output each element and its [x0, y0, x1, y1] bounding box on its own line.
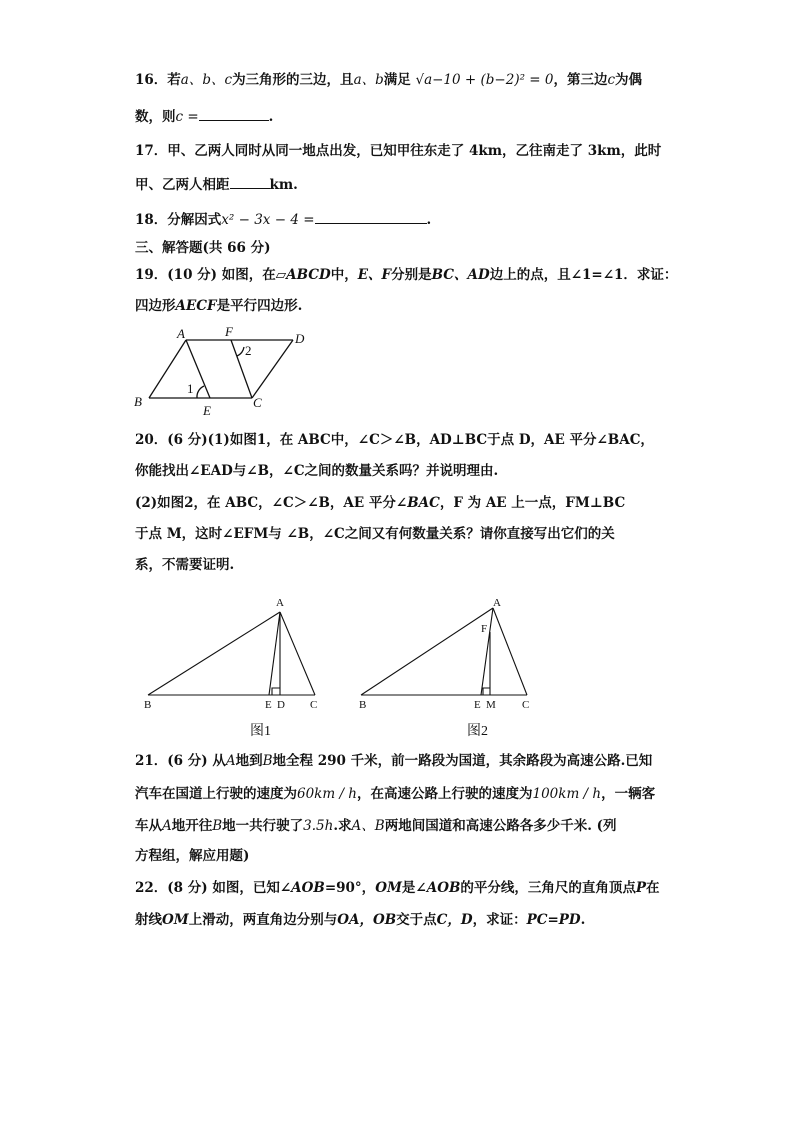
segment-ba [148, 612, 280, 695]
figure-1-caption: 图1 [250, 724, 271, 739]
q19-parallelogram-figure [125, 322, 325, 418]
q22-text: 的平分线，三角尺的直角顶点 [460, 880, 636, 896]
q19-var: ABCD [286, 267, 331, 283]
q22-line1 [135, 878, 675, 898]
q20-text: (2)如图2，在 ABC，∠C＞∠B，AE 平分 [135, 495, 396, 511]
q19-var: AECF [175, 298, 217, 314]
label-b: B [144, 699, 152, 711]
q22-text: ，求证： [472, 912, 527, 928]
label-e: E [203, 403, 211, 418]
label-e: E [265, 699, 272, 711]
q21-line4 [135, 846, 675, 866]
section-heading [135, 238, 675, 258]
q22-text: . [580, 912, 586, 928]
label-e: E [474, 699, 481, 711]
right-angle-mark [483, 688, 490, 695]
label-d: D [295, 331, 305, 346]
q21-var: A [225, 753, 236, 769]
q16-line2 [135, 106, 675, 127]
label-f: F [225, 324, 233, 339]
q17-line2 [135, 174, 675, 195]
q16-line1 [135, 70, 675, 90]
q21-speed: 60km / h [297, 786, 357, 802]
q19-text: 边上的点，且∠1=∠1．求证： [489, 267, 678, 283]
q21-var: A [162, 818, 172, 834]
segment-ae [269, 612, 280, 695]
q20-line2 [135, 461, 675, 481]
q21-text: 车从 [135, 818, 162, 834]
q22-var: AOB [426, 880, 461, 896]
q21-line1 [135, 751, 675, 771]
q18-text: . [426, 212, 432, 228]
q16-text: 数，则 [135, 109, 176, 125]
q18-answer-blank[interactable] [315, 209, 427, 224]
q21-text: ，一辆客 [601, 786, 656, 802]
q16-text: . [268, 109, 274, 125]
q16-var: c [607, 72, 616, 88]
label-a: A [276, 597, 284, 609]
q22-text: 是∠ [401, 880, 427, 896]
q16-text: 为偶 [615, 72, 643, 88]
q21-text: 地到 [235, 753, 263, 769]
q21-var: A、B [351, 818, 385, 834]
segment-ac [280, 612, 315, 695]
q22-text: 射线 [135, 912, 162, 928]
q21-text: ，在高速公路上行驶的速度为 [357, 786, 533, 802]
q22-var: PC=PD [526, 912, 581, 928]
q21-var: B [262, 753, 273, 769]
q16-equation: √a−10 + (b−2)² = 0 [415, 72, 554, 88]
q19-var: E、F [357, 267, 392, 283]
segment-ae [481, 608, 493, 695]
q21-text: 地全程 290 千米，前一路段为国道，其余路段为高速公路.已知 [272, 753, 653, 769]
segment-dc [252, 340, 293, 398]
q17-line1 [135, 141, 675, 161]
q17-answer-blank[interactable] [230, 174, 270, 189]
q21-text: 21．(6 分) 从 [135, 753, 226, 769]
label-b: B [359, 699, 367, 711]
angle-2-arc [237, 347, 244, 356]
q16-text: 满足 [383, 72, 411, 88]
q22-var: OA，OB [337, 912, 397, 928]
q16-text: 为三角形的三边，且 [232, 72, 354, 88]
figure-1 [140, 592, 340, 744]
q21-time: 3.5h [303, 818, 334, 834]
figure-2 [355, 592, 555, 744]
q20-text: ，F 为 AE 上一点，FM⊥BC [439, 495, 626, 511]
section-title: 三、解答题(共 66 分) [135, 240, 271, 256]
label-c: C [253, 395, 262, 410]
segment-ba [149, 340, 186, 398]
q21-text: 地开往 [171, 818, 213, 834]
q17-text: 17．甲、乙两人同时从同一地点出发，已知甲往东走了 4km，乙往南走了 3km，此时 [135, 143, 662, 159]
q22-var: C，D [436, 912, 473, 928]
label-angle-2: 2 [245, 343, 252, 358]
angle-1-arc [197, 386, 204, 398]
q16-vars: a、b [353, 72, 384, 88]
q19-text: 四边形 [135, 298, 176, 314]
q21-line3 [135, 816, 675, 836]
q19-line2 [135, 296, 675, 316]
q22-var: AOB [291, 880, 325, 896]
q21-line2 [135, 784, 675, 804]
q22-var: P [635, 880, 647, 896]
q20-text: 于点 M，这时∠EFM与 ∠B，∠C之间又有何数量关系？请你直接写出它们的关 [135, 526, 615, 542]
q19-text: 19．(10 分) 如图，在▱ [135, 267, 287, 283]
q22-text: 22．(8 分) 如图，已知∠ [135, 880, 292, 896]
q21-text: 两地间国道和高速公路各多少千米. (列 [384, 818, 617, 834]
q20-line3 [135, 493, 675, 513]
q20-line4 [135, 524, 675, 544]
q20-line1 [135, 430, 675, 450]
q18-expression: x² − 3x − 4 = [221, 212, 315, 228]
q17-text: km. [269, 177, 298, 193]
q20-line5 [135, 555, 675, 575]
label-b: B [134, 394, 142, 409]
label-c: C [310, 699, 318, 711]
q20-text: 系，不需要证明. [135, 557, 235, 573]
label-c: C [522, 699, 530, 711]
q20-text: 你能找出∠EAD与∠B，∠C之间的数量关系吗？并说明理由. [135, 463, 499, 479]
segment-ba [361, 608, 493, 695]
label-a: A [493, 597, 501, 609]
q19-line1 [135, 265, 678, 285]
q21-speed: 100km / h [532, 786, 602, 802]
q18-text: 18．分解因式 [135, 212, 222, 228]
label-f: F [481, 623, 488, 635]
q18-line1 [135, 209, 675, 230]
q16-answer-blank[interactable] [199, 106, 269, 121]
q21-text: 汽车在国道上行驶的速度为 [135, 786, 297, 802]
q16-text: ，第三边 [553, 72, 608, 88]
q16-var: c = [175, 109, 199, 125]
q22-text: 交于点 [396, 912, 437, 928]
q21-text: .求 [333, 818, 352, 834]
q22-line2 [135, 910, 675, 930]
q20-text: 20．(6 分)(1)如图1，在 ABC中，∠C＞∠B，AD⊥BC于点 D，AE 平分∠BAC， [135, 432, 654, 448]
q19-text: 中， [330, 267, 358, 283]
q21-var: B [212, 818, 223, 834]
q17-text: 甲、乙两人相距 [135, 177, 230, 193]
q16-vars: a、b、c [180, 72, 233, 88]
q22-text: =90°， [324, 880, 376, 896]
q19-text: 是平行四边形. [216, 298, 303, 314]
right-angle-mark [272, 688, 280, 695]
q20-angle: ∠BAC [395, 495, 440, 511]
q21-text: 方程组，解应用题) [135, 848, 250, 864]
figure-2-caption: 图2 [467, 724, 488, 739]
q22-var: OM [162, 912, 189, 928]
q22-text: 在 [646, 880, 660, 896]
label-d: D [277, 699, 285, 711]
q19-text: 分别是 [391, 267, 432, 283]
label-m: M [486, 699, 496, 711]
q22-var: OM [375, 880, 402, 896]
q22-text: 上滑动，两直角边分别与 [188, 912, 338, 928]
q21-text: 地一共行驶了 [222, 818, 304, 834]
q19-var: BC、AD [431, 267, 490, 283]
label-a: A [177, 326, 185, 341]
segment-ac [493, 608, 527, 695]
q16-text: 16．若 [135, 72, 181, 88]
label-angle-1: 1 [187, 381, 194, 396]
